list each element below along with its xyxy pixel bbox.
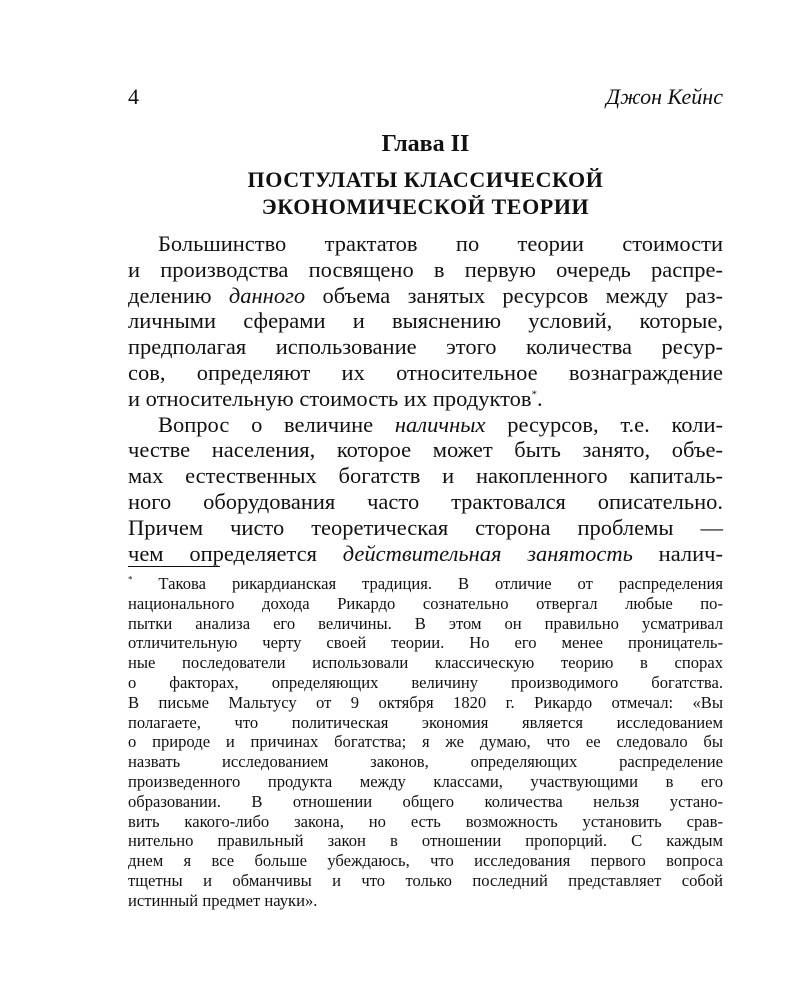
footnote-line: вить какого-либо закона, но есть возможность установить срав- xyxy=(128,811,723,831)
text-line: Причем чисто теоретическая сторона проблемы — xyxy=(128,514,723,540)
footnote xyxy=(128,574,723,911)
footnote-line: В письме Мальтусу от 9 октября 1820 г. Рикардо отмечал: «Вы xyxy=(128,692,723,712)
text-line xyxy=(128,412,723,438)
text-line: честве населения, которое может быть занято, объе- xyxy=(128,437,723,463)
footnote-line: истинный предмет науки». xyxy=(128,890,318,910)
text-run: делению xyxy=(128,282,229,308)
paragraph-1 xyxy=(128,231,723,412)
footnote-reference[interactable]: * xyxy=(531,388,537,401)
italic-text: действительная занятость xyxy=(342,540,633,566)
text-line xyxy=(128,283,723,309)
text-line: мах естественных богатств и накопленного капиталь- xyxy=(128,463,723,489)
footnote-line: о факторах, определяющих величину производимого богатства. xyxy=(128,672,723,692)
page-number: 4 xyxy=(128,84,139,109)
text-line: сов, определяют их относительное вознаграждение xyxy=(128,359,723,385)
running-head xyxy=(128,84,723,114)
footnote-line: произведенного продукта между классами, участвующими в его xyxy=(128,771,723,791)
chapter-label: Глава II xyxy=(381,131,470,157)
footnote-line: пытки анализа его величины. В этом он правильно усматривал xyxy=(128,613,723,633)
footnote-line: назвать исследованием законов, определяющих распределение xyxy=(128,752,723,772)
text-run: . xyxy=(536,385,543,411)
footnote-line: ные последователи использовали классическую теорию в спорах xyxy=(128,653,723,673)
text-line: Большинство трактатов по теории стоимости xyxy=(158,231,723,256)
footnote-line xyxy=(128,574,723,594)
text-line: предполагая использование этого количества ресур- xyxy=(128,334,723,360)
italic-text: данного xyxy=(228,282,306,308)
footnote-line: о природе и причинах богатства; я же думаю, что ее следовало бы xyxy=(128,732,723,752)
text-run: объема занятых ресурсов между раз- xyxy=(305,282,723,308)
text-run: Такова рикардианская традиция. В отличие от распределения xyxy=(132,574,723,593)
paragraph-2 xyxy=(128,412,723,567)
footnote-line: нительно правильный закон в отношении пропорций. С каждым xyxy=(128,831,723,851)
text-run: и относительную стоимость их продуктов xyxy=(128,385,532,411)
footnote-line: отличительную черту своей теории. Но его менее проницатель- xyxy=(128,633,723,653)
footnote-line: полагаете, что политическая экономия является исследованием xyxy=(128,712,723,732)
text-run: ресурсов, т.е. коли- xyxy=(485,411,723,437)
footnote-mark: * xyxy=(128,574,133,585)
footnote-line: национального дохода Рикардо сознательно отвергал любые по- xyxy=(128,593,723,613)
text-run: чем определяется xyxy=(128,540,343,566)
footnote-line: образовании. В отношении общего количества нельзя устано- xyxy=(128,791,723,811)
running-title: Джон Кейнс xyxy=(606,84,723,109)
chapter-title-line: ЭКОНОМИЧЕСКОЙ ТЕОРИИ xyxy=(261,194,590,219)
chapter-title-line: ПОСТУЛАТЫ КЛАССИЧЕСКОЙ xyxy=(247,167,604,192)
text-line xyxy=(128,541,723,567)
italic-text: наличных xyxy=(394,411,486,437)
body-text xyxy=(128,231,723,566)
chapter-title xyxy=(128,166,723,220)
text-line: личными сферами и выяснению условий, которые, xyxy=(128,308,723,334)
text-run: налич- xyxy=(632,540,723,566)
footnote-line: днем я все больше убеждаюсь, что исследования первого вопроса xyxy=(128,851,723,871)
text-run: Вопрос о величине xyxy=(158,411,395,437)
text-line: и производства посвящено в первую очередь распре- xyxy=(128,256,723,282)
text-line xyxy=(128,386,723,412)
footnote-separator xyxy=(128,566,220,567)
footnote-line: тщетны и обманчивы и что только последний представляет собой xyxy=(128,870,723,890)
text-line: ного оборудования часто трактовался описательно. xyxy=(128,488,723,514)
